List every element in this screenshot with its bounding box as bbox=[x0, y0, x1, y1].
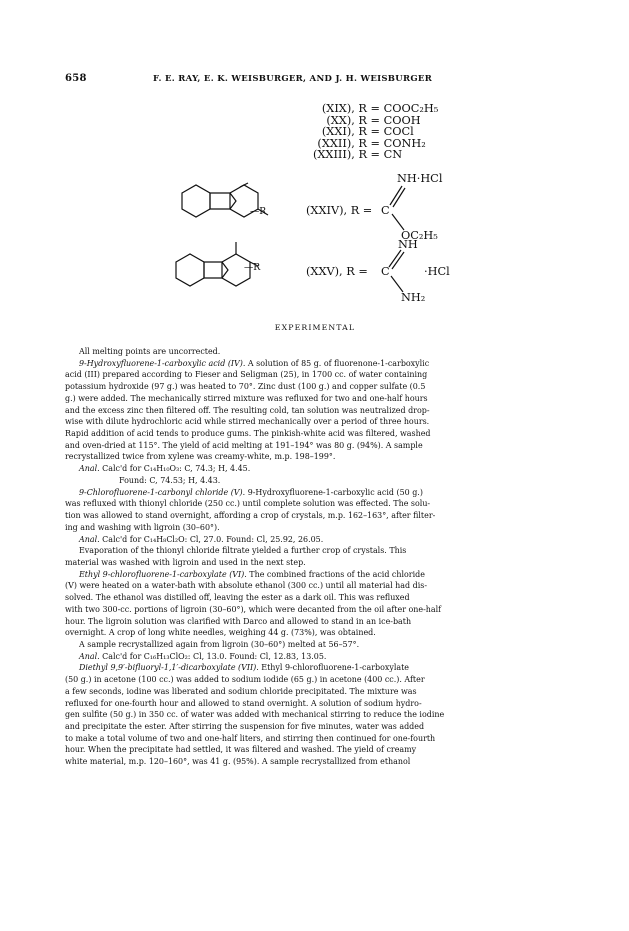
text-line bbox=[65, 381, 570, 393]
compound-label: (XX), R = bbox=[326, 113, 380, 127]
text-run: to make a total volume of two and one-half liters, and stirring then continued for one-fourth bbox=[65, 733, 436, 743]
italic-run: Ethyl 9-chlorofluorene-1-carboxylate (VI). bbox=[79, 569, 247, 579]
compound-formula: COCl bbox=[383, 125, 414, 139]
text-line bbox=[65, 428, 570, 440]
text-run: All melting points are uncorrected. bbox=[79, 347, 221, 356]
text-run: with two 300-cc. portions of ligroin (30–60°), which were decanted from the oil after one-half bbox=[65, 604, 442, 614]
text-line bbox=[65, 510, 570, 522]
text-run: Ethyl 9-chlorofluorene-1-carboxylate bbox=[258, 663, 409, 673]
text-line bbox=[65, 346, 570, 358]
italic-run: Anal. bbox=[79, 534, 100, 544]
text-run: Calc'd for C₁₄H₈Cl₂O: Cl, 27.0. Found: Cl, 25.92, 26.05. bbox=[99, 534, 324, 544]
text-line bbox=[65, 451, 570, 463]
xxv-label: (XXV), R = bbox=[306, 265, 368, 278]
text-line bbox=[65, 674, 570, 686]
text-line bbox=[65, 721, 570, 733]
xxiv-top-group: NH·HCl bbox=[397, 172, 443, 185]
text-line bbox=[65, 627, 570, 639]
text-line bbox=[65, 604, 570, 616]
text-line bbox=[65, 405, 570, 417]
text-line bbox=[65, 463, 570, 475]
text-run: potassium hydroxide (97 g.) was heated to 70°. Zinc dust (100 g.) and copper sulfate (0.5 bbox=[65, 382, 426, 392]
text-run: A sample recrystallized again from ligroin (30–60°) melted at 56–57°. bbox=[79, 639, 360, 649]
text-line bbox=[65, 639, 570, 651]
text-line bbox=[65, 569, 570, 581]
fluorene-left-ring bbox=[182, 185, 210, 217]
xxiv-label: (XXIV), R = bbox=[306, 204, 373, 217]
text-line bbox=[65, 475, 570, 487]
text-run: Rapid addition of acid tends to produce gums. The pinkish-white acid was filtered, washed bbox=[65, 429, 431, 439]
text-line bbox=[65, 498, 570, 510]
text-run: and precipitate the ester. After stirring the suspension for five minutes, water was added bbox=[65, 722, 425, 731]
xxv-bottom-group: NH₂ bbox=[401, 291, 426, 304]
text-line bbox=[65, 369, 570, 381]
text-line bbox=[65, 592, 570, 604]
text-run: refluxed for one-fourth hour and allowed to stand overnight. A solution of sodium hydro- bbox=[65, 698, 422, 708]
text-run: tion was allowed to stand overnight, affording a crop of crystals, m.p. 162–163°, after filter- bbox=[65, 511, 436, 521]
text-run: and the excess zinc then filtered off. The resulting cold, tan solution was neutralized drop- bbox=[65, 405, 430, 415]
text-line bbox=[65, 662, 570, 674]
text-run: 9-Hydroxyfluorene-1-carboxylic acid (50 g.) bbox=[245, 487, 423, 497]
text-line bbox=[65, 487, 570, 499]
text-run: hour. The ligroin solution was clarified with Darco and allowed to stand in an ice-bath bbox=[65, 616, 412, 626]
text-run: Evaporation of the thionyl chloride filtrate yielded a further crop of crystals. This bbox=[79, 546, 407, 556]
compound-formula: CN bbox=[383, 148, 403, 162]
text-run: The combined fractions of the acid chloride bbox=[246, 569, 425, 579]
text-run: Calc'd for C₁₄H₁₀O₃: C, 74.3; H, 4.45. bbox=[99, 464, 251, 474]
italic-run: 9-Hydroxyfluorene-1-carboxylic acid (IV). bbox=[79, 358, 246, 368]
experimental-body bbox=[65, 346, 570, 768]
r-label-upper: —R bbox=[250, 206, 267, 217]
text-line bbox=[65, 756, 570, 768]
text-line bbox=[65, 698, 570, 710]
compound-label: (XIX), R = bbox=[321, 102, 380, 115]
text-run: hour. When the precipitate had settled, it was filtered and washed. The yield of creamy bbox=[65, 745, 417, 755]
compound-formula: CONH₂ bbox=[383, 136, 426, 150]
text-line bbox=[65, 545, 570, 557]
italic-run: Anal. bbox=[79, 464, 100, 474]
italic-run: Diethyl 9,9′-bifluoryl-1,1′-dicarboxylate (VII). bbox=[79, 663, 259, 673]
page-number: 658 bbox=[65, 73, 87, 84]
text-line bbox=[65, 534, 570, 546]
text-line bbox=[65, 733, 570, 745]
compound-formula: COOH bbox=[383, 113, 421, 127]
text-run: gen sulfite (50 g.) in 350 cc. of water was added with mechanical stirring to reduce the iodine bbox=[65, 710, 445, 720]
text-run: white material, m.p. 120–160°, was 41 g. (95%). A sample recrystallized from ethanol bbox=[65, 757, 411, 767]
text-line bbox=[65, 557, 570, 569]
fluorene-lower-five-ring bbox=[204, 262, 228, 278]
xxiv-carbon: C bbox=[381, 204, 390, 217]
fluorene-lower-left-ring bbox=[176, 254, 204, 286]
text-run: g.) were added. The mechanically stirred mixture was refluxed for two and one-half hours bbox=[65, 393, 428, 403]
r-label-lower: —R bbox=[244, 262, 261, 273]
text-line bbox=[65, 686, 570, 698]
running-authors: F. E. RAY, E. K. WEISBURGER, AND J. H. WEISBURGER bbox=[153, 74, 433, 84]
text-run: recrystallized twice from xylene was creamy-white, m.p. 198–199°. bbox=[65, 452, 336, 462]
text-run: was refluxed with thionyl chloride (250 cc.) until complete solution was effected. The solu- bbox=[65, 499, 431, 509]
text-line bbox=[65, 744, 570, 756]
text-run: overnight. A crop of long white needles, weighing 44 g. (73%), was obtained. bbox=[65, 628, 376, 638]
compound-formula: COOC₂H₅ bbox=[383, 102, 439, 115]
text-line bbox=[65, 393, 570, 405]
text-run: and oven-dried at 115°. The yield of acid melting at 191–194° was 80 g. (94%). A sample bbox=[65, 440, 423, 450]
xxv-carbon: C bbox=[381, 265, 390, 278]
xxv-top-group: NH bbox=[398, 238, 418, 251]
text-run: acid (III) prepared according to Fieser and Seligman (25), in 1700 cc. of water containing bbox=[65, 370, 428, 380]
compound-label: (XXIII), R = bbox=[312, 148, 380, 162]
italic-run: 9-Chlorofluorene-1-carbonyl chloride (V). bbox=[79, 487, 246, 497]
text-run: a few seconds, iodine was liberated and sodium chloride precipitated. The mixture was bbox=[65, 686, 417, 696]
compound-label: (XXII), R = bbox=[317, 136, 380, 150]
text-run: wise with dilute hydrochloric acid while stirred mechanically over a period of three hours. bbox=[65, 417, 430, 427]
xxiv-bottom-group: OC₂H₅ bbox=[401, 229, 438, 242]
text-run: (V) were heated on a water-bath with absolute ethanol (300 cc.) until all material had dis- bbox=[65, 581, 428, 591]
text-run: Found: C, 74.53; H, 4.43. bbox=[119, 475, 221, 485]
section-heading: EXPERIMENTAL bbox=[274, 323, 356, 332]
text-run: material was washed with ligroin and used in the next step. bbox=[65, 557, 306, 567]
text-run: solved. The ethanol was distilled off, leaving the ester as a dark oil. This was refluxed bbox=[65, 593, 410, 603]
italic-run: Anal. bbox=[79, 651, 100, 661]
fluorene-five-ring bbox=[210, 193, 236, 209]
compound-label: (XXI), R = bbox=[321, 125, 380, 139]
text-line bbox=[65, 358, 570, 370]
text-line bbox=[65, 709, 570, 721]
text-run: Calc'd for C₁₆H₁₃ClO₂: Cl, 13.0. Found: Cl, 12.83, 13.05. bbox=[99, 651, 327, 661]
text-line bbox=[65, 416, 570, 428]
text-line bbox=[65, 580, 570, 592]
text-run: (50 g.) in acetone (100 cc.) was added to sodium iodide (65 g.) in acetone (400 cc.). After bbox=[65, 675, 425, 685]
text-run: A solution of 85 g. of fluorenone-1-carboxylic bbox=[245, 358, 430, 368]
text-line bbox=[65, 440, 570, 452]
text-run: ing and washing with ligroin (30–60°). bbox=[65, 522, 220, 532]
text-line bbox=[65, 522, 570, 534]
xxv-hcl: ·HCl bbox=[424, 265, 450, 278]
text-line bbox=[65, 651, 570, 663]
text-line bbox=[65, 616, 570, 628]
